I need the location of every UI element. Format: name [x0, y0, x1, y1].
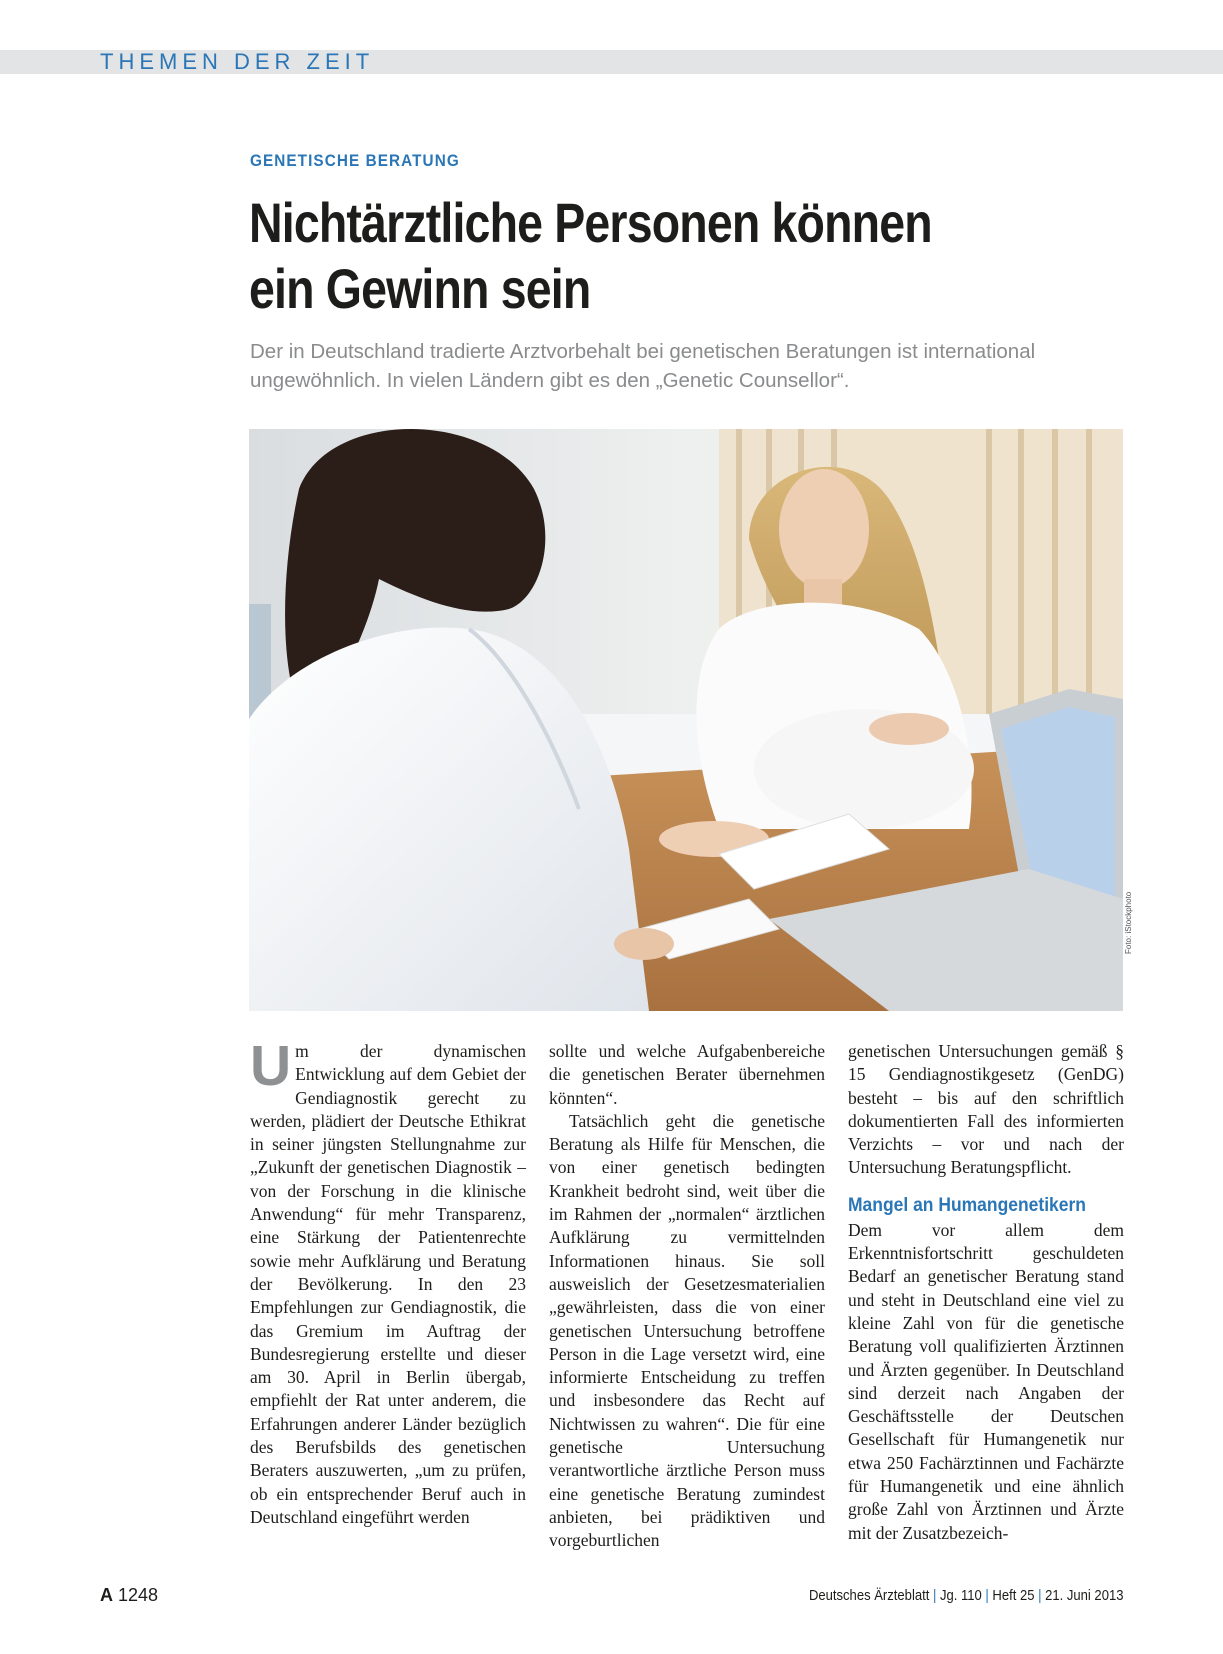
page-prefix: A	[100, 1585, 113, 1605]
article-paragraph: Tatsächlich geht die genetische Beratung als Hilfe für Menschen, die von einer genetisch bedingten Krankheit bedroht sind, weit über die im Rahmen der „normalen“ ärztlichen Aufklärung zu vermittelnden Informationen hinaus. Sie soll ausweislich der Gesetzesmaterialien „gewährleisten, dass die von einer genetischen Untersuchung betroffene Person in die Lage versetzt wird, eine informierte Entscheidung zu treffen und insbesondere das Recht auf Nichtwissen zu wahren“. Die für eine genetische Untersuchung verantwortliche ärztliche Person muss eine genetische Beratung zumindest anbieten, bei prädiktiven und vorgeburtlichen	[549, 1110, 825, 1551]
article-paragraph: m der dynamischen Entwicklung auf dem Gebiet der Gendiagnostik gerecht zu werden, plädiert der Deutsche Ethikrat in seiner jüngsten Stellungnahme zur „Zukunft der genetischen Diagnostik – von der Forschung in die klinische Anwendung“ für mehr Transparenz, eine Stärkung der Patientenrechte sowie mehr Aufklärung und Beratung der Bevölkerung. In den 23 Empfehlungen zur Gendiagnostik, die das Gremium im Auftrag der Bundesregierung erstellte und dieser am 30. April in Berlin übergab, empfiehlt der Rat unter anderem, die Erfahrungen anderer Länder bezüglich des Berufsbilds des genetischen Beraters auszuwerten, „um zu prüfen, ob ein entsprechender Beruf auch in Deutschland eingeführt werden	[250, 1041, 526, 1527]
photo-credit: Foto: iStockphoto	[1124, 891, 1133, 954]
drop-cap: U	[250, 1034, 292, 1098]
journal-volume: Jg. 110	[939, 1588, 982, 1604]
page-number-value: 1248	[118, 1585, 159, 1605]
article-paragraph: Dem vor allem dem Erkenntnisfortschritt geschuldeten Bedarf an genetischer Beratung stand und steht in Deutschland eine viel zu kleine Zahl von für die genetische Beratung voll qualifizierten Ärztinnen und Ärzten gegenüber. In Deutschland sind derzeit nach Angaben der Geschäftsstelle der Deutschen Gesellschaft für Humangenetik nur etwa 250 Fachärztinnen und Fachärzte für Humangenetik und eine ähnlich große Zahl von Ärztinnen und Ärzte mit der Zusatzbezeich-	[848, 1219, 1124, 1543]
issue-date: 21. Juni 2013	[1044, 1588, 1123, 1604]
article-deck: Der in Deutschland tradierte Arztvorbehalt bei genetischen Beratungen ist international ungewöhnlich. In vielen Ländern gibt es den „Genetic Counsellor“.	[250, 340, 1036, 392]
article-kicker: GENETISCHE BERATUNG	[250, 151, 460, 170]
article-photo	[249, 429, 1123, 1011]
article-headline: Nichtärztliche Personen können ein Gewinn sein	[249, 191, 932, 320]
article-column-1	[250, 1034, 526, 1529]
journal-issue: Heft 25	[991, 1588, 1035, 1604]
article-subhead: Mangel an Humangenetikern	[848, 1194, 1086, 1216]
article-column-2	[549, 1040, 825, 1553]
article-paragraph: sollte und welche Aufgabenbereiche die genetischen Berater übernehmen könnten“.	[549, 1041, 825, 1108]
section-label: THEMEN DER ZEIT	[100, 49, 375, 74]
page-number	[100, 1585, 158, 1606]
consultation-photo-illustration	[249, 429, 1123, 1011]
article-column-3	[848, 1040, 1124, 1545]
footer-publication: Deutsches Ärzteblatt | Jg. 110 | Heft 25 | 21. Juni 2013	[808, 1588, 1123, 1604]
article-paragraph: genetischen Untersuchungen gemäß § 15 Gendiagnostikgesetz (GenDG) besteht – bis auf den schriftlich dokumentierten Fall des informierten Verzichts – vor und nach der Untersuchung Beratungspflicht.	[848, 1041, 1124, 1178]
journal-name: Deutsches Ärzteblatt	[808, 1588, 929, 1604]
